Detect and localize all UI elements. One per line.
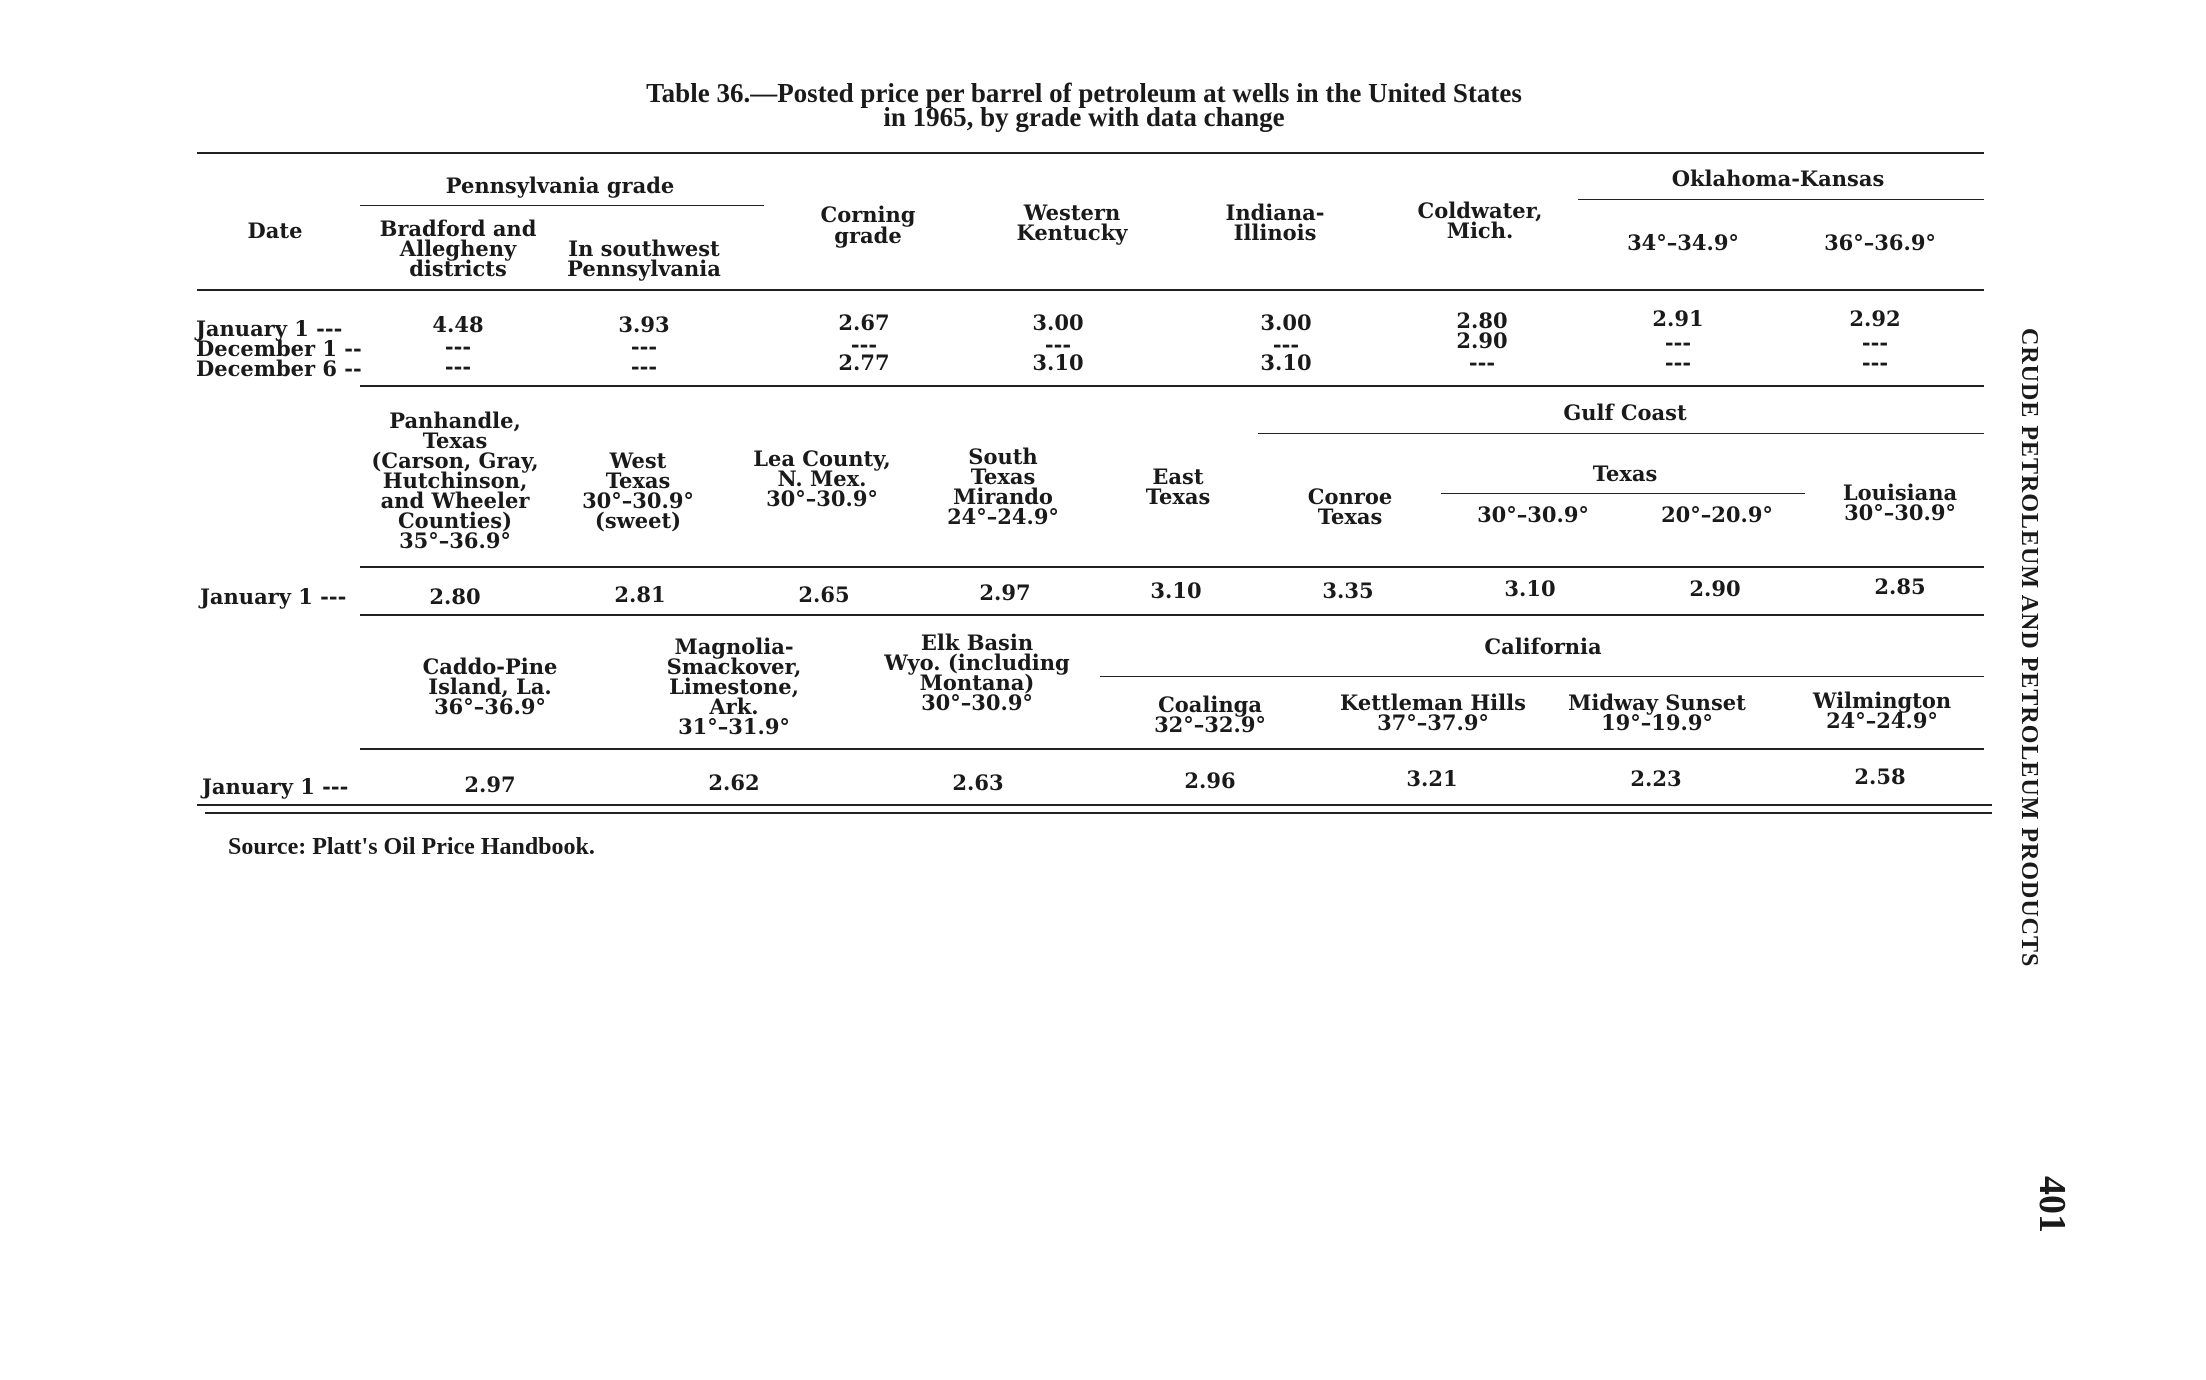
col-stexas-l4: 24°–24.9° [947, 504, 1059, 529]
row-label-jan1: January 1 --- [196, 316, 343, 341]
val-panhandle: 2.80 [429, 584, 481, 609]
col-wilmington-l1: Wilmington [1812, 688, 1952, 713]
val-texas-30: 3.10 [1504, 576, 1556, 601]
table-title-line1: Table 36.—Posted price per barrel of petroleum at wells in the United States [646, 78, 1522, 108]
val-wtexas: 2.81 [614, 582, 666, 607]
col-lea-l2: N. Mex. [777, 466, 867, 491]
col-elkbasin-l4: 30°–30.9° [921, 690, 1033, 715]
col-texas-30: 30°–30.9° [1477, 502, 1589, 527]
val-bradford-jan1: 4.48 [432, 312, 484, 337]
col-corning-l2: grade [834, 223, 902, 248]
col-ok-34: 34°–34.9° [1627, 230, 1739, 255]
gulf-coast-header: Gulf Coast [1563, 400, 1687, 425]
rule-gulf [1258, 433, 1984, 434]
col-panhandle-l7: 35°–36.9° [399, 528, 511, 553]
val-indiana-dec6: 3.10 [1260, 350, 1312, 375]
col-coldwater-l1: Coldwater, [1417, 198, 1543, 223]
col-corning-l1: Corning [820, 202, 916, 227]
col-panhandle-l2: Texas [422, 428, 488, 453]
rule-head2-bottom [360, 566, 1984, 568]
rule-bottom-2 [205, 812, 1992, 814]
rule-okla [1578, 199, 1984, 200]
dash: --- [444, 334, 472, 359]
col-panhandle-l5: and Wheeler [380, 488, 530, 513]
col-coalinga-l2: 32°–32.9° [1154, 712, 1266, 737]
dash: --- [1664, 330, 1692, 355]
rule-head1-bottom [197, 289, 1984, 291]
val-coalinga: 2.96 [1184, 768, 1236, 793]
val-elkbasin: 2.63 [952, 770, 1004, 795]
col-indiana-l2: Illinois [1233, 220, 1317, 245]
rule-penn [360, 205, 764, 206]
col-kettleman-l1: Kettleman Hills [1340, 690, 1526, 715]
col-wilmington-l2: 24°–24.9° [1826, 708, 1938, 733]
rule-bottom-1 [197, 804, 1992, 806]
col-lea-l1: Lea County, [753, 446, 891, 471]
col-midway-l2: 19°–19.9° [1601, 710, 1713, 735]
rule-data2-bottom [360, 614, 1984, 616]
val-magnolia: 2.62 [708, 770, 760, 795]
col-louisiana-l2: 30°–30.9° [1844, 500, 1956, 525]
col-midway-l1: Midway Sunset [1568, 690, 1746, 715]
table-title-line2: in 1965, by grade with data change [883, 102, 1285, 132]
col-lea-l3: 30°–30.9° [766, 486, 878, 511]
val-ok36-jan1: 2.92 [1849, 306, 1901, 331]
val-ok34-jan1: 2.91 [1652, 306, 1704, 331]
val-midway: 2.23 [1630, 766, 1682, 791]
val-kettleman: 3.21 [1406, 766, 1458, 791]
col-wtexas-l1: West [609, 448, 667, 473]
rule-california [1100, 676, 1984, 677]
col-stexas-l2: Texas [970, 464, 1036, 489]
col-sw-penn-l1: In southwest [568, 236, 720, 261]
col-elkbasin-l3: Montana) [919, 670, 1035, 695]
val-coldwater-dec1: 2.90 [1456, 328, 1508, 353]
oklahoma-kansas-header: Oklahoma-Kansas [1671, 166, 1885, 191]
col-wtexas-l2: Texas [605, 468, 671, 493]
col-caddo-l2: Island, La. [428, 674, 552, 699]
col-magnolia-l4: Ark. [709, 694, 759, 719]
dash: --- [1468, 350, 1496, 375]
row-label-dec1: December 1 -- [196, 336, 362, 361]
val-louisiana: 2.85 [1874, 574, 1926, 599]
val-etexas: 3.10 [1150, 578, 1202, 603]
col-stexas-l1: South [968, 444, 1038, 469]
rule-data1-bottom [360, 385, 1984, 387]
dash: --- [1861, 330, 1889, 355]
col-bradford-l1: Bradford and [379, 216, 537, 241]
dash: --- [1044, 332, 1072, 357]
col-stexas-l3: Mirando [953, 484, 1053, 509]
col-conroe-l1: Conroe [1307, 484, 1393, 509]
col-elkbasin-l2: Wyo. (including [884, 650, 1070, 675]
running-head-side: CRUDE PETROLEUM AND PETROLEUM PRODUCTS [2016, 328, 2042, 968]
col-wtexas-l3: 30°–30.9° [582, 488, 694, 513]
dash: --- [1664, 350, 1692, 375]
col-bradford-l3: districts [409, 256, 507, 281]
val-texas-20: 2.90 [1689, 576, 1741, 601]
california-header: California [1484, 634, 1602, 659]
texas-header: Texas [1592, 461, 1658, 486]
col-magnolia-l2: Smackover, [666, 654, 802, 679]
val-indiana-jan1: 3.00 [1260, 310, 1312, 335]
col-magnolia-l3: Limestone, [669, 674, 799, 699]
dash: --- [850, 332, 878, 357]
date-header: Date [247, 218, 303, 243]
col-panhandle-l4: Hutchinson, [382, 468, 528, 493]
val-wky-dec6: 3.10 [1032, 350, 1084, 375]
col-panhandle-l3: (Carson, Gray, [371, 448, 539, 473]
row-label-dec6: December 6 -- [196, 356, 362, 381]
col-indiana-l1: Indiana- [1225, 200, 1325, 225]
dash: --- [1861, 350, 1889, 375]
val-wky-jan1: 3.00 [1032, 310, 1084, 335]
col-wtexas-l4: (sweet) [594, 508, 682, 533]
val-caddo: 2.97 [464, 772, 516, 797]
col-texas-20: 20°–20.9° [1661, 502, 1773, 527]
row-label-jan1-section3: January 1 --- [202, 774, 349, 799]
col-sw-penn-l2: Pennsylvania [567, 256, 721, 281]
source-note: Source: Platt's Oil Price Handbook. [228, 834, 595, 860]
col-etexas-l1: East [1152, 464, 1204, 489]
val-stexas: 2.97 [979, 580, 1031, 605]
dash: --- [1272, 332, 1300, 357]
col-bradford-l2: Allegheny [399, 236, 517, 261]
col-etexas-l2: Texas [1145, 484, 1211, 509]
rule-head3-bottom [360, 748, 1984, 750]
col-panhandle-l1: Panhandle, [389, 408, 521, 433]
rule-top [197, 152, 1984, 154]
val-corning-jan1: 2.67 [838, 310, 890, 335]
col-caddo-l3: 36°–36.9° [434, 694, 546, 719]
val-swpenn-jan1: 3.93 [618, 312, 670, 337]
col-coldwater-l2: Mich. [1446, 218, 1514, 243]
dash: --- [444, 354, 472, 379]
col-wky-l1: Western [1023, 200, 1121, 225]
col-magnolia-l5: 31°–31.9° [678, 714, 790, 739]
col-ok-36: 36°–36.9° [1824, 230, 1936, 255]
col-conroe-l2: Texas [1317, 504, 1383, 529]
val-lea: 2.65 [798, 582, 850, 607]
row-label-jan1-section2: January 1 --- [200, 584, 347, 609]
col-louisiana-l1: Louisiana [1842, 480, 1958, 505]
col-wky-l2: Kentucky [1016, 220, 1128, 245]
pennsylvania-header: Pennsylvania grade [445, 173, 675, 198]
val-wilmington: 2.58 [1854, 764, 1906, 789]
dash: --- [630, 334, 658, 359]
col-coalinga-l1: Coalinga [1158, 692, 1262, 717]
col-magnolia-l1: Magnolia- [674, 634, 794, 659]
val-conroe: 3.35 [1322, 578, 1374, 603]
page-number: 401 [2031, 1176, 2073, 1233]
dash: --- [630, 354, 658, 379]
col-elkbasin-l1: Elk Basin [920, 630, 1034, 655]
col-kettleman-l2: 37°–37.9° [1377, 710, 1489, 735]
col-caddo-l1: Caddo-Pine [422, 654, 558, 679]
col-panhandle-l6: Counties) [397, 508, 513, 533]
rule-texas [1441, 493, 1805, 494]
val-corning-dec6: 2.77 [838, 350, 890, 375]
val-coldwater-jan1: 2.80 [1456, 308, 1508, 333]
